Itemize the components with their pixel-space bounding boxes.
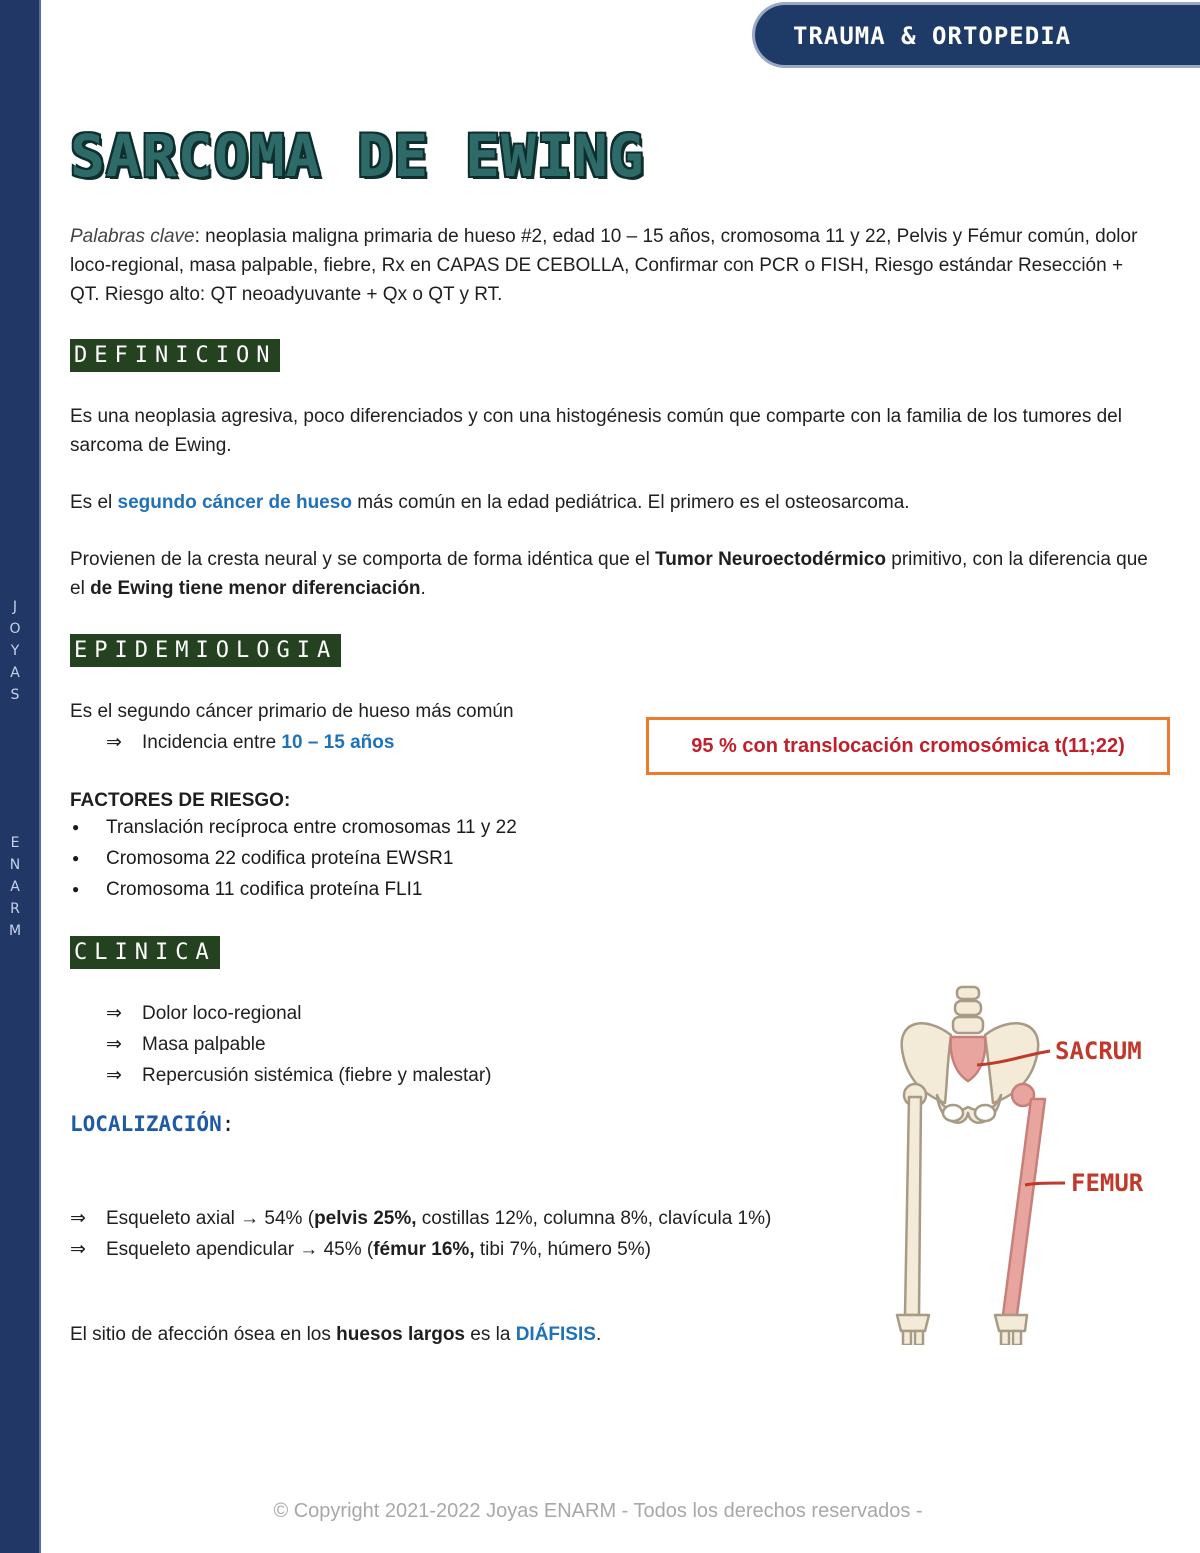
right-fibula xyxy=(1013,1331,1021,1345)
section-heading-clinica: CLINICA xyxy=(70,936,220,969)
femur-leader-line xyxy=(1025,1183,1065,1185)
clinica-item xyxy=(106,999,301,1028)
text-run: tibi 7%, húmero 5%) xyxy=(474,1239,651,1260)
sacrum-highlight xyxy=(951,1037,986,1081)
text-run: Provienen de la cresta neural y se comporta de forma idéntica que el xyxy=(70,549,656,570)
sidebar-letter: J xyxy=(12,599,18,615)
implies-arrow-icon: ⇒ xyxy=(70,1239,86,1260)
left-fibula xyxy=(915,1331,923,1345)
localizacion-title: LOCALIZACIÓN xyxy=(70,1112,222,1136)
sacrum-label: SACRUM xyxy=(1055,1037,1142,1065)
bold-text: Tumor Neuroectodérmico xyxy=(655,549,886,570)
right-obturator xyxy=(975,1105,995,1121)
highlight-text: DIÁFISIS xyxy=(515,1324,596,1345)
definicion-paragraph-1: Es una neoplasia agresiva, poco diferenciados y con una histogénesis común que comparte con la familia de los tumores del sarcoma de Ewing. xyxy=(70,406,1122,456)
text-run: Esqueleto apendicular → 45% ( xyxy=(106,1239,374,1260)
sidebar-vertical-text-enarm xyxy=(0,832,30,942)
translocation-callout-box: 95 % con translocación cromosómica t(11;22) xyxy=(646,717,1170,775)
right-tibia xyxy=(1001,1331,1009,1345)
text-run: costillas 12%, columna 8%, clavícula 1%) xyxy=(416,1208,772,1229)
clinica-item xyxy=(106,1030,266,1059)
sidebar-letter: A xyxy=(10,879,20,895)
text-run: El sitio de afección ósea en los xyxy=(70,1324,337,1345)
bold-text: de Ewing tiene menor diferenciación xyxy=(90,578,421,599)
pelvis-femur-illustration xyxy=(885,985,1185,1345)
implies-arrow-icon: ⇒ xyxy=(106,732,122,753)
text-run: . xyxy=(420,578,426,599)
highlight-text: 10 – 15 años xyxy=(281,732,395,753)
text-run: . xyxy=(595,1324,602,1345)
sidebar-letter: R xyxy=(10,901,20,917)
text-run: Incidencia entre xyxy=(142,732,282,753)
text-run: primitivo, con la diferencia que el xyxy=(70,549,1148,599)
definicion-paragraph-3 xyxy=(70,545,1160,603)
sidebar-letter: A xyxy=(10,665,20,681)
right-knee xyxy=(995,1315,1027,1331)
left-femur-shaft xyxy=(905,1097,921,1315)
sidebar-letter: N xyxy=(9,857,21,873)
copyright-text: © Copyright 2021-2022 Joyas ENARM - Todos los derechos reservados - xyxy=(273,1500,923,1522)
page-title: SARCOMA DE EWING xyxy=(70,122,645,190)
text-run: Dolor loco-regional xyxy=(142,1003,302,1024)
sidebar-letter: S xyxy=(10,687,20,703)
text-run: Masa palpable xyxy=(142,1034,266,1055)
highlight-text: segundo cáncer de hueso xyxy=(117,492,352,513)
implies-arrow-icon: ⇒ xyxy=(106,1065,122,1086)
category-tag xyxy=(752,2,1200,68)
text-run: es la xyxy=(465,1324,516,1345)
left-knee xyxy=(897,1315,929,1331)
definicion-paragraph-2 xyxy=(70,488,1150,517)
keywords-text: : neoplasia maligna primaria de hueso #2, edad 10 – 15 años, cromosoma 11 y 22, Pelvis y Fémur común, dolor loco-regional, masa palpable, fiebre, Rx en CAPAS DE CEBOLLA, Confirmar con PCR o FISH, Riesgo estándar Resección + QT. Riesgo alto: QT neoadyuvante + Qx o QT y RT. xyxy=(70,226,1138,305)
text-run: Repercusión sistémica (fiebre y malestar) xyxy=(142,1065,492,1086)
clinica-item xyxy=(106,1061,492,1090)
bold-text: pelvis 25%, xyxy=(314,1208,417,1229)
vertebra xyxy=(955,1001,981,1015)
list-item: ● Cromosoma 11 codifica proteína FLI1 xyxy=(70,874,517,905)
implies-arrow-icon: ⇒ xyxy=(106,1034,122,1055)
category-tag-label: TRAUMA & ORTOPEDIA xyxy=(793,22,1072,50)
text-run: Esqueleto axial → 54% ( xyxy=(106,1208,315,1229)
axial-skeleton-line xyxy=(70,1204,771,1233)
bold-text: huesos largos xyxy=(336,1324,465,1345)
keywords-paragraph xyxy=(70,222,1150,309)
sidebar-vertical-text-joyas xyxy=(0,596,30,706)
implies-arrow-icon: ⇒ xyxy=(70,1208,86,1229)
list-item: ● Translación recíproca entre cromosomas 11 y 22 xyxy=(70,812,517,843)
text-run: más común en la edad pediátrica. El primero es el osteosarcoma. xyxy=(351,492,910,513)
text-run: Es el xyxy=(70,492,118,513)
left-sidebar-bar xyxy=(0,0,41,1553)
femur-label: FEMUR xyxy=(1071,1169,1144,1197)
sidebar-letter: O xyxy=(9,621,21,637)
section-heading-epidemiologia: EPIDEMIOLOGIA xyxy=(70,634,341,667)
implies-arrow-icon: ⇒ xyxy=(106,1003,122,1024)
risk-factors-title: FACTORES DE RIESGO: xyxy=(70,790,291,811)
list-item: ● Cromosoma 22 codifica proteína EWSR1 xyxy=(70,843,517,874)
epidemiologia-line-1: Es el segundo cáncer primario de hueso más común xyxy=(70,701,514,722)
risk-factors-list xyxy=(70,812,517,905)
diafisis-paragraph xyxy=(70,1320,601,1349)
vertebra xyxy=(953,1017,983,1033)
section-heading-definicion: DEFINICION xyxy=(70,339,280,372)
right-femur-shaft xyxy=(1003,1099,1045,1315)
text-run: : xyxy=(221,1112,235,1136)
sidebar-letter: E xyxy=(10,835,20,851)
left-obturator xyxy=(943,1105,963,1121)
left-tibia xyxy=(903,1331,911,1345)
bold-text: fémur 16%, xyxy=(373,1239,475,1260)
sidebar-letter: M xyxy=(8,923,22,939)
epidemiologia-line-2 xyxy=(106,728,394,757)
sidebar-letter: Y xyxy=(10,643,20,659)
copyright-footer xyxy=(0,1500,1200,1523)
keywords-label: Palabras clave xyxy=(70,226,195,247)
vertebra xyxy=(957,987,979,999)
localizacion-heading xyxy=(70,1112,234,1136)
appendicular-skeleton-line xyxy=(70,1235,651,1264)
